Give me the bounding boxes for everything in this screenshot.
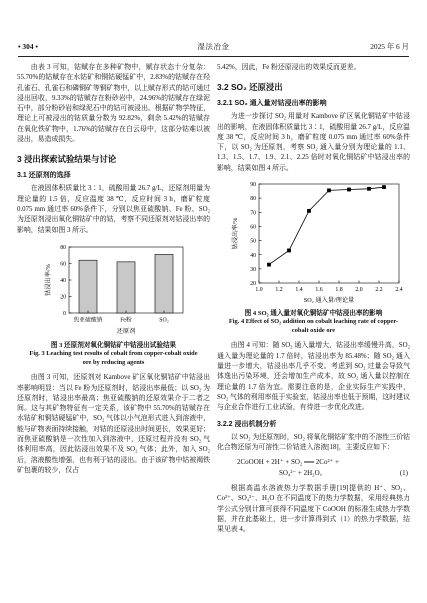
issue-date: 2025 年 6 月 <box>370 42 409 51</box>
x-tick-label: 1.0 <box>255 287 263 294</box>
data-point <box>287 249 291 253</box>
equation-number: (1) <box>399 469 408 478</box>
bar-chart <box>17 241 210 339</box>
paragraph: 根据高温水溶液热力学数据手册[19]提供的 H⁺、SO₂、Co²⁺、SO₄²⁻、H₂O 在不同温度下的热力学数据，采用经典热力学公式分别计算可获得不同温度下 CoOOH 的标准生成热力学数据，并在此基础上，进一步计算得到式（1）的热力学数据，结果见表 4。 <box>217 485 410 534</box>
paragraph: 由图 3 可知，还原剂对 Kambove 矿区氧化铜钴矿中钴浸出率影响明显：当以 Fe 粉为还原剂时，钴浸出率最低；以 SO₂ 为还原剂时，钴浸出率最高；焦亚硫酸钠的还原效果介于二者之间。这与其矿物特征有一定关系，该矿物中 55.70%的钴赋存在水钴矿和铜钴硬锰矿中，SO₂ 气体以小气泡形式进入到溶液中，能与矿物表面持续接触，对钴的还原浸出时间更长，效果更好；而焦亚硫酸钠是一次性加入到溶液中，还原过程并没有 SO₂ 气体利用率高，因此钴浸出效果不及 SO₂ 气体；此外，加入 SO₂ 后，溶液酸性增强，也有利于钴的浸出。由于该矿物中钴被褐铁矿包裹的较少，仅占 <box>17 374 210 474</box>
paragraph: 在液固体积质量比 3∶1，硫酸用量 26.7 g/L，还原剂用量为理论量的 1.5 倍，反应温度 38 ℃，反应时间 3 h，磨矿粒度 0.075 mm 通过率 60%条件下，分别以焦亚硫酸钠、Fe 粉、SO₂ 为还原剂浸出氧化铜钴矿中的钴，考察不同还原剂对钴浸出率的影响，结果如图 3 所示。 <box>17 185 210 234</box>
paragraph: 5.42%，因此，Fe 粉还原浸出的效果反而更差。 <box>217 64 361 71</box>
x-axis-label: 还原剂 <box>116 327 136 335</box>
journal-title: 湿法冶金 <box>197 42 230 51</box>
x-tick-label: 2.2 <box>375 287 383 294</box>
equation <box>217 457 410 479</box>
paragraph: 以 SO₂ 为还原剂时，SO₂ 将氧化铜钴矿浆中的不溶性三价钴化合物还原为可溶性二价钴进入溶液[18]，主要反应如下： <box>217 433 410 451</box>
line-chart <box>217 179 410 307</box>
subsection-heading: 3.1 还原剂的选择 <box>17 172 71 180</box>
x-tick-label: 2.0 <box>355 287 363 294</box>
y-tick-label: 0 <box>63 310 66 317</box>
data-point <box>267 263 271 267</box>
y-tick-label: 50 <box>250 238 256 245</box>
plot-frame <box>259 184 399 283</box>
data-point <box>347 188 351 192</box>
x-category-label: SO₂ <box>159 317 169 324</box>
bar <box>79 260 97 313</box>
y-tick-label: 80 <box>60 244 66 251</box>
subsection-heading: 3.2.1 SO₂ 通入量对钴浸出率的影响 <box>217 100 327 108</box>
section-heading: 3 浸出探索试验结果与讨论 <box>17 154 117 165</box>
right-column <box>217 63 410 598</box>
section-heading: 3.2 SO₂ 还原浸出 <box>217 82 283 93</box>
y-tick-label: 80 <box>250 196 256 203</box>
data-point <box>307 209 311 213</box>
y-tick-label: 40 <box>60 277 66 284</box>
figure-caption-zh: 图 3 还原剂对氧化铜钴矿中钴浸出试验结果 <box>50 341 177 349</box>
x-tick-label: 2.4 <box>395 287 403 294</box>
y-tick-label: 60 <box>250 224 256 231</box>
x-axis-label: SO₂ 通入量/理论量 <box>303 297 355 305</box>
equation-line: 2CoOOH + 2H⁺ + SO₂ ══ 2Co²⁺ + <box>237 458 339 467</box>
y-tick-label: 60 <box>60 261 66 268</box>
y-axis-label: 钴浸出率/% <box>232 217 239 250</box>
paragraph: 由表 3 可知，钴赋存在多种矿物中，赋存状态十分复杂：55.70%的钴赋存在水钴矿和铜钴硬锰矿中，2.83%的钴赋存在羟孔雀石、孔雀石和磷铜矿等铜矿物中，以上赋存形式的钴可通过浸出回收，9.33%的钴赋存在粉砂岩中，24.96%的钴赋存在绿泥石中，部分粉砂岩和绿泥石中的钴可被浸出。根据矿物学特征，理论上可被浸出的钴质量分数为 92.82%，剩余 5.42%的钴赋存在氧化铁矿物中，1.76%的钴赋存在白云母中，这部分钴难以被浸出，易造成损失。 <box>17 64 210 144</box>
paragraph: 由图 4 可知：随 SO₂ 通入量增大，钴浸出率缓慢升高，SO₂ 通入量为理论量的 1.7 倍时，钴浸出率为 85.48%；随 SO₂ 通入量进一步增大，钴浸出率几乎不变。考虑到 SO₂ 过量会导致气体逸出污染环境，还会增加生产成本，故 SO₂ 通入量以控制在理论量的 1.7 倍为宜。需要注意的是，企业实际生产实践中，SO₂ 气体的利用率低于实验室，钴浸出率也低于预期，这时建议与企业合作进行工业试验，有待进一步优化改进。 <box>217 342 410 412</box>
left-column <box>17 63 210 598</box>
subsection-heading: 3.2.2 浸出机制分析 <box>217 420 277 428</box>
y-tick-label: 30 <box>250 267 256 274</box>
data-point <box>382 185 386 189</box>
header-rule <box>18 56 409 57</box>
figure-3 <box>17 241 210 367</box>
paragraph: 为进一步探讨 SO₂ 用量对 Kambove 矿区氧化铜钴矿中钴浸出的影响，在液固体积质量比 3∶1，硫酸用量 26.7 g/L，反应温度 38 ℃，反应时间 3 h，磨矿粒度 0.075 mm 通过率 60%条件下，以 SO₂ 为还原剂，考察 SO₂ 通入量分别为理论量的 1.1、1.3、1.5、1.7、1.9、2.1、2.25 倍时对氧化铜钴矿中钴浸出率的影响，结果如图 4 所示。 <box>217 113 410 172</box>
bar <box>117 262 135 313</box>
data-point <box>327 189 331 193</box>
y-tick-label: 20 <box>250 281 256 288</box>
series-line <box>269 187 384 264</box>
x-tick-label: 1.8 <box>335 287 343 294</box>
data-point <box>367 187 371 191</box>
y-tick-label: 20 <box>60 294 66 301</box>
y-tick-label: 70 <box>250 210 256 217</box>
equation-line: SO₄²⁻ + 2H₂O。 <box>279 469 327 478</box>
y-tick-label: 40 <box>250 252 256 259</box>
y-tick-label: 90 <box>250 182 256 189</box>
x-category-label: Fe粉 <box>120 317 132 324</box>
x-tick-label: 1.2 <box>275 287 283 294</box>
bar <box>155 254 173 313</box>
page-number: • 304 • <box>18 42 38 51</box>
figure-caption-en: Fig. 3 Leaching test results of cobalt from copper-cobalt oxide ore by reducing agents <box>29 350 198 366</box>
x-category-label: 焦亚硫酸钠 <box>73 317 103 324</box>
figure-4 <box>217 179 410 335</box>
figure-caption-en: Fig. 4 Effect of SO₂ addition on cobalt leaching rate of copper-cobalt oxide ore <box>228 318 399 334</box>
x-tick-label: 1.6 <box>315 287 323 294</box>
x-tick-label: 1.4 <box>295 287 303 294</box>
y-axis-label: 钴浸出率/% <box>45 264 52 296</box>
figure-caption-zh: 图 4 SO₂ 通入量对氧化铜钴矿中钴浸出率的影响 <box>244 310 383 318</box>
